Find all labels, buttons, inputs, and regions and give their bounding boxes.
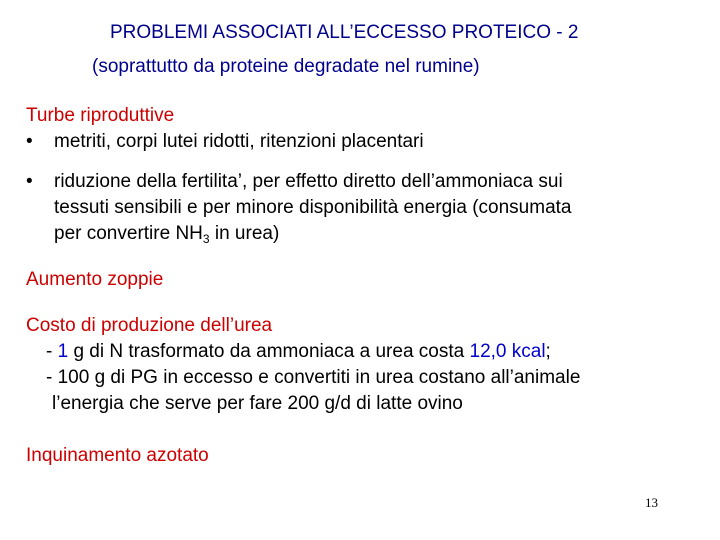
bullet-text-1: metriti, corpi lutei ridotti, ritenzioni placentari <box>54 131 424 152</box>
urea-cost-line-2: - 100 g di PG in eccesso e convertiti in urea costano all’animale <box>46 367 581 388</box>
heading-reproductive: Turbe riproduttive <box>26 105 175 126</box>
slide-content <box>26 103 686 469</box>
urea-cost-line-1 <box>26 339 686 365</box>
bullet-icon: • <box>26 131 33 152</box>
urea-line1-post: ; <box>545 341 551 362</box>
urea-line1-mid: g di N trasformato da ammoniaca a urea costa <box>68 341 470 362</box>
bullet-text-2-line3-post: in urea) <box>209 223 280 244</box>
urea-line1-energy: 12,0 kcal <box>469 341 546 362</box>
bullet-text-2-line2: tessuti sensibili e per minore disponibilità energia (consumata <box>54 197 572 218</box>
slide-title: PROBLEMI ASSOCIATI ALL’ECCESSO PROTEICO - 2 <box>110 22 579 43</box>
bullet-icon: • <box>26 171 33 192</box>
bullet-text-2-line1: riduzione della fertilita’, per effetto diretto dell’ammoniaca sui <box>54 171 563 192</box>
bullet-item-2 <box>26 169 686 247</box>
urea-line1-pre: - <box>46 341 58 362</box>
bullet-text-2 <box>54 169 686 247</box>
bullet-item-1 <box>26 129 686 155</box>
urea-line1-amount: 1 <box>57 341 69 362</box>
heading-lameness: Aumento zoppie <box>26 269 164 290</box>
heading-urea-cost: Costo di produzione dell’urea <box>26 315 273 336</box>
urea-cost-line-3: l’energia che serve per fare 200 g/d di latte ovino <box>52 393 463 414</box>
slide-subtitle: (soprattutto da proteine degradate nel rumine) <box>92 56 480 77</box>
subscript-3: 3 <box>202 232 210 246</box>
bullet-text-2-line3-pre: per convertire NH <box>54 223 203 244</box>
heading-pollution: Inquinamento azotato <box>26 445 209 466</box>
page-number: 13 <box>645 495 658 510</box>
